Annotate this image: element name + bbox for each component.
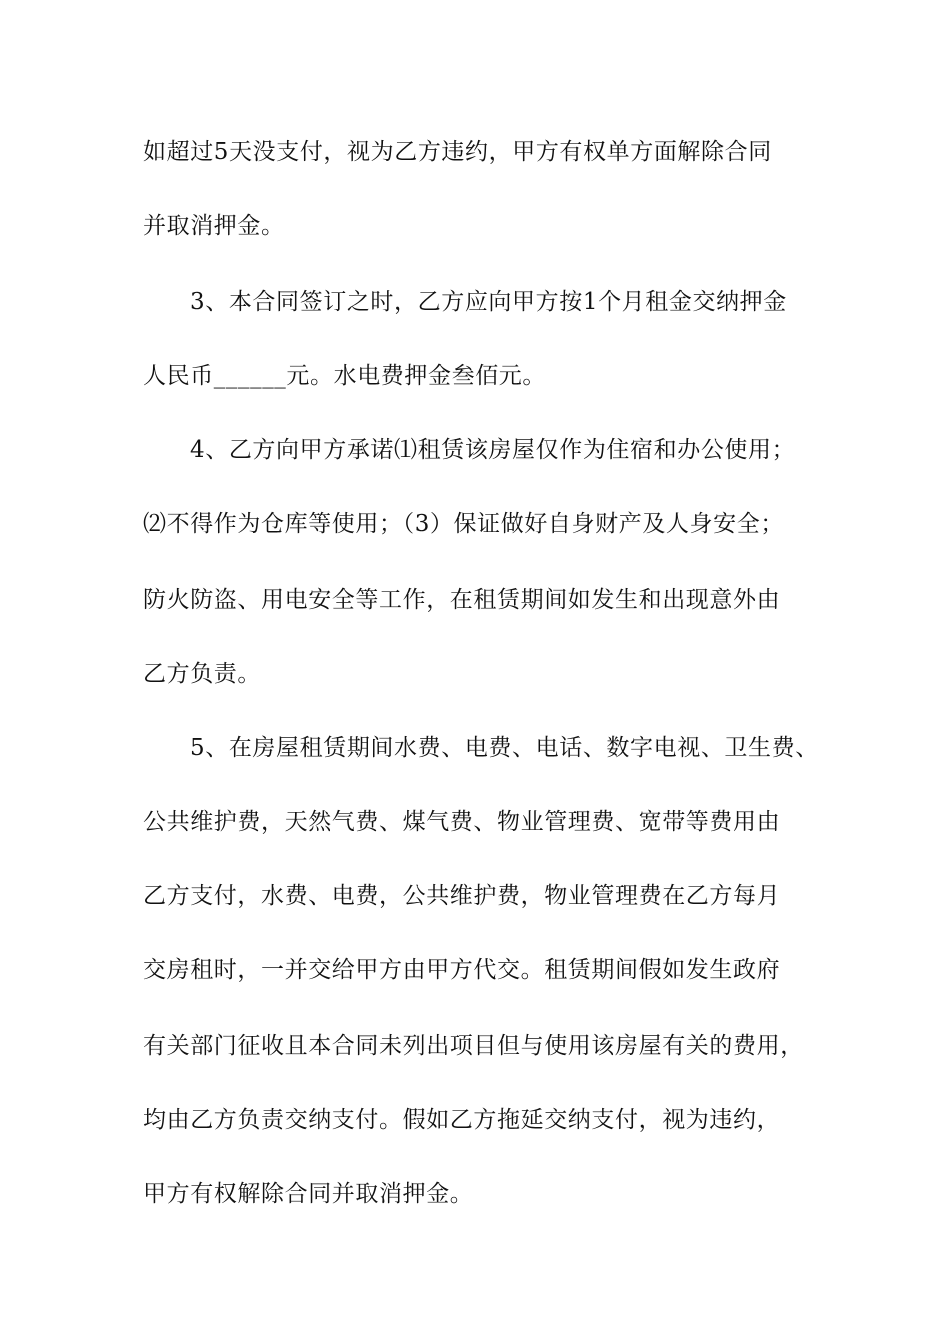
clause-4-line-3: 防火防盗、用电安全等工作，在租赁期间如发生和出现意外由 — [143, 587, 781, 613]
clause-5-line-3: 乙方支付，水费、电费，公共维护费，物业管理费在乙方每月 — [143, 883, 781, 909]
text-line-2: 并取消押金。 — [143, 213, 285, 239]
clause-5-line-7: 甲方有权解除合同并取消押金。 — [143, 1181, 474, 1207]
clause-4-line-4: 乙方负责。 — [143, 661, 261, 687]
clause-3-line-2: 人民币______元。水电费押金叁佰元。 — [143, 363, 546, 389]
clause-5-line-1: 5、在房屋租赁期间水费、电费、电话、数字电视、卫生费、 — [190, 735, 819, 761]
text-line-1: 如超过5天没支付，视为乙方违约，甲方有权单方面解除合同 — [143, 139, 772, 165]
clause-5-line-2: 公共维护费，天然气费、煤气费、物业管理费、宽带等费用由 — [143, 809, 781, 835]
clause-4-line-1: 4、乙方向甲方承诺⑴租赁该房屋仅作为住宿和办公使用； — [190, 437, 796, 463]
clause-5-line-5: 有关部门征收且本合同未列出项目但与使用该房屋有关的费用， — [143, 1033, 804, 1059]
clause-5-line-6: 均由乙方负责交纳支付。假如乙方拖延交纳支付，视为违约， — [143, 1107, 781, 1133]
clause-3-line-1: 3、本合同签订之时，乙方应向甲方按1个月租金交纳押金 — [190, 289, 787, 315]
clause-5-line-4: 交房租时，一并交给甲方由甲方代交。租赁期间假如发生政府 — [143, 957, 781, 983]
clause-4-line-2: ⑵不得作为仓库等使用；（3）保证做好自身财产及人身安全； — [143, 511, 784, 537]
